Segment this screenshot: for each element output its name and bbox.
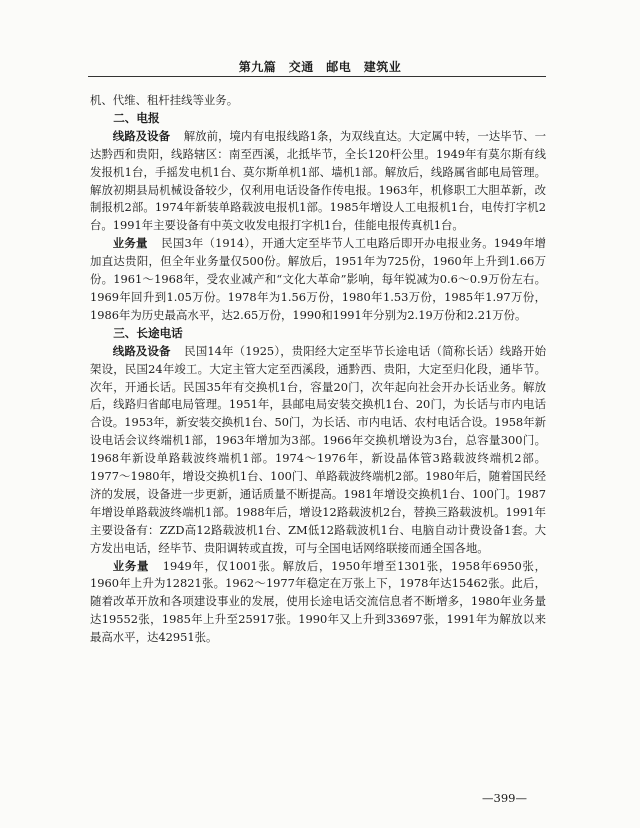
page-header: 第九篇 交通 邮电 建筑业 [238,60,402,74]
section-heading-telegraph: 二、电报 [113,110,160,125]
paragraph-lead: 业务量 [112,558,150,573]
paragraph-text: 民国14年（1925），贵阳经大定至毕节长途电话（简称长话）线路开始架设，民国24年竣工。大定主管大定至西溪段，通黔西、贵阳，大定至归化段，通毕节。次年，开通长话。民国35年有交换机1台，容量20门，次年起向社会开办长话业务。解放后，线路归省邮电局管理。1951年，县邮电局安装交换机1台、20门，为长话与市内电话合设。1953年，新安装交换机1台、50门，为长话、市内电话、农村电话合设。1958年新设电话会议终端机1部，1963年增加为3部。1966年交换机增设为3台，总容量300门。1968年新设单路载波终端机1部。1974～1976年，新设晶体管3路载波终端机2部。1977～1980年，增设交换机1台、100门、单路载波终端机2部。1980年后，随着国民经济的发展，设备进一步更新，通话质量不断提高。1981年增设交换机1台、100门。1987年增设单路载波终端机1部。1988年后，增设12路载波机2台，替换三路载波机。1991年主要设备有：ZZD高12路载波机1台、ZM低12路载波机1台、电脑自动计费设备1套。大方发出电话，经毕节、贵阳调转或直拨，可与全国电话网络联接而通全国各地。 [90,343,546,555]
paragraph [90,128,546,235]
paragraph-lead: 线路及设备 [112,128,171,143]
paragraph-text: 解放前，境内有电报线路1条，为双线直达。大定属中转，一达毕节、一达黔西和贵阳，线路辖区：南至西溪，北抵毕节，全长120杆公里。1949年有莫尔斯有线发报机1台，手摇发电机1台、莫尔斯单机1部、墙机1部。解放后，线路属省邮电局管理。解放初期县局机械设备较少，仅利用电话设备作传电报。1963年，机修职工大胆革新，改制报机2部。1974年新装单路载波电报机1部。1985年增设人工电报机1台，电传打字机2台。1991年主要设备有中英文收发电报打字机1台，佳能电报传真机1台。 [90,128,546,233]
section-heading-long-distance: 三、长途电话 [113,325,183,340]
paragraph [90,235,546,325]
page-body [90,92,546,647]
paragraph-text: 民国3年（1914），开通大定至毕节人工电路后即开办电报业务。1949年增加直达贵阳，但全年业务量仅500份。解放后，1951年为725份，1960年上升到1.66万份。1961～1968年，受农业减产和“文化大革命”影响，每年锐减为0.6～0.9万份左右。1969年回升到1.05万份。1978年为1.56万份，1980年1.53万份，1985年1.97万份，1986年为历史最高水平，达2.65万份，1990和1991年分别为2.19万份和2.21万份。 [90,236,546,322]
paragraph [90,343,546,558]
intro-line: 机、代维、租杆挂线等业务。 [90,93,239,107]
paragraph-lead: 线路及设备 [112,343,171,358]
paragraph-text: 1949年，仅1001张。解放后，1950年增至1301张，1958年6950张，1960年上升为12821张。1962～1977年稳定在万张上下，1978年达15462张。此后，随着改革开放和各项建设事业的发展，使用长途电话交流信息者不断增多，1980年业务量达19552张，1985年上升至25917张。1990年又上升到33697张，1991年为解放以来最高水平，达42951张。 [90,558,546,645]
page-number: —399— [482,791,527,805]
paragraph-lead: 业务量 [112,236,148,251]
paragraph [90,558,546,648]
header-rule [88,76,546,77]
